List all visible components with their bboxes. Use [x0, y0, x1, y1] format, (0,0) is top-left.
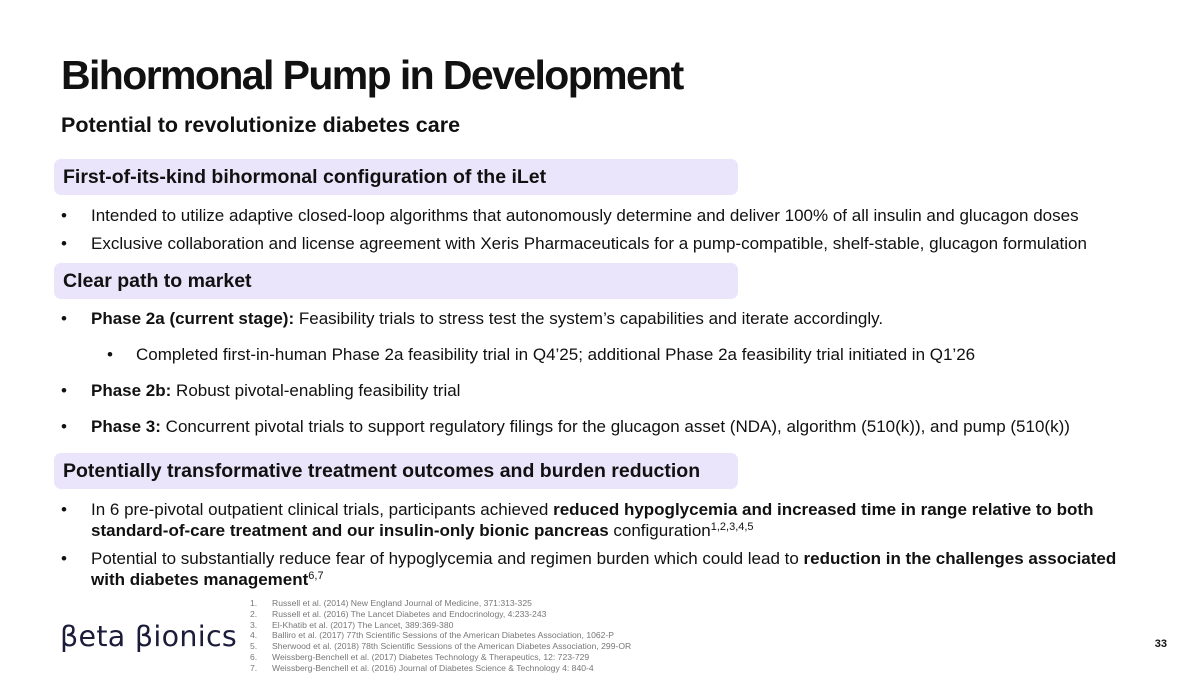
bullet-glyph: • — [61, 309, 67, 328]
bullet-bold-lead: Phase 3: — [91, 417, 161, 436]
citation-superscript: 1,2,3,4,5 — [710, 521, 754, 533]
bullet-text: Intended to utilize adaptive closed-loop algorithms that autonomously determine and deliver 100% of all insulin and glucagon doses — [91, 206, 1079, 225]
bullet-text: configuration — [608, 521, 711, 540]
bullet-glyph: • — [61, 381, 67, 400]
bullet-text: In 6 pre-pivotal outpatient clinical trials, participants achieved — [91, 500, 554, 519]
bullet-text: Exclusive collaboration and license agreement with Xeris Pharmaceuticals for a pump-compatible, shelf-stable, glucagon formulation — [91, 234, 1087, 253]
bullet-glyph: • — [61, 549, 67, 568]
bullet-glyph: • — [61, 500, 67, 519]
bullet-bold-lead: Phase 2b: — [91, 381, 172, 400]
reference-item: 1. Russell et al. (2014) New England Journal of Medicine, 371:313-325 — [250, 598, 532, 608]
reference-item: 5. Sherwood et al. (2018) 78th Scientific Sessions of the American Diabetes Association, 299-OR — [250, 641, 632, 652]
bullet-bold-text: reduction in the challenges associated with diabetes management — [91, 549, 1117, 589]
logo-wordmark: βeta βionics — [60, 620, 238, 653]
bullet-glyph: • — [61, 206, 67, 225]
section-heading-configuration: First-of-its-kind bihormonal configuration of the iLet — [54, 159, 738, 195]
bullet-text: Concurrent pivotal trials to support regulatory filings for the glucagon asset (NDA), algorithm (510(k)), and pump (510(k)) — [160, 417, 1070, 436]
reference-item: 7. Weissberg-Benchell et al. (2016) Journal of Diabetes Science & Technology 4: 840-4 — [250, 662, 594, 673]
bullet-glyph: • — [61, 417, 67, 436]
reference-item: 6. Weissberg-Benchell et al. (2017) Diabetes Technology & Therapeutics, 12: 723-729 — [250, 651, 590, 662]
bullet-bold-lead: Phase 2a (current stage): — [91, 309, 295, 328]
bullet-text: Robust pivotal-enabling feasibility trial — [171, 381, 461, 400]
bullet-text: Completed first-in-human Phase 2a feasibility trial in Q4’25; additional Phase 2a feasibility trial initiated in Q1’26 — [136, 345, 976, 364]
page-subtitle: Potential to revolutionize diabetes care — [61, 113, 461, 137]
bullet-text: Potential to substantially reduce fear of hypoglycemia and regimen burden which could lead to — [91, 549, 804, 568]
page-number: 33 — [1154, 638, 1167, 650]
bullet-bold-text: reduced hypoglycemia and increased time in range relative to both standard-of-care treatment and our insulin-only bionic pancreas — [91, 500, 1094, 540]
references-list — [250, 598, 631, 674]
section-heading-path-to-market: Clear path to market — [54, 263, 738, 299]
beta-bionics-logo — [60, 616, 240, 656]
citation-superscript: 6,7 — [308, 570, 324, 582]
section-heading-outcomes: Potentially transformative treatment outcomes and burden reduction — [54, 453, 738, 489]
reference-item: 4. Balliro et al. (2017) 77th Scientific Sessions of the American Diabetes Association, 1062-P — [250, 630, 615, 641]
reference-item: 2. Russell et al. (2016) The Lancet Diabetes and Endocrinology, 4:233-243 — [250, 608, 547, 619]
reference-item: 3. El-Khatib et al. (2017) The Lancet, 389:369-380 — [250, 619, 454, 630]
bullet-glyph: • — [61, 234, 67, 253]
bullet-text: Feasibility trials to stress test the system’s capabilities and iterate accordingly. — [294, 309, 884, 328]
page-title: Bihormonal Pump in Development — [61, 52, 683, 98]
bullet-glyph: • — [107, 345, 113, 364]
